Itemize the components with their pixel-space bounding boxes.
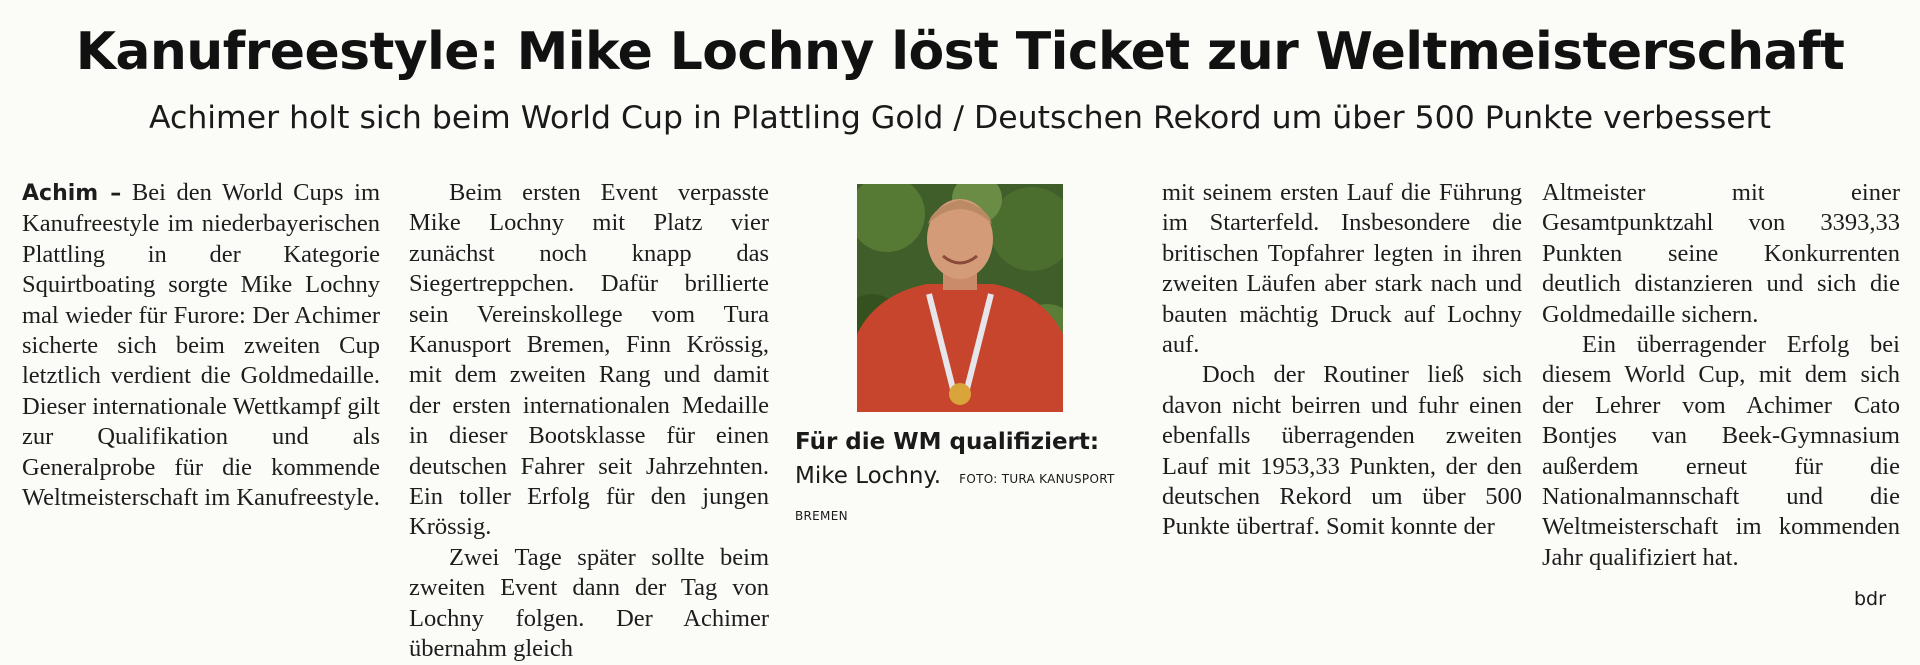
column-4 <box>1162 178 1522 543</box>
paragraph-5: Doch der Routiner ließ sich davon nicht beirren und fuhr einen ebenfalls überragenden zweiten Lauf mit 1953,33 Punkten, der den deutschen Rekord um über 500 Punkte übertraf. Somit konnte der <box>1162 361 1522 541</box>
article-photo <box>857 184 1063 412</box>
dateline: Achim – <box>22 181 122 206</box>
column-1 <box>22 178 380 513</box>
column-5 <box>1542 178 1900 573</box>
author-initials: bdr <box>1854 588 1886 610</box>
paragraph-7: Ein überragender Erfolg bei diesem World Cup, mit dem sich der Lehrer vom Achimer Cato Bontjes van Beek-Gymnasium außerdem erneut für die Nationalmannschaft und die Weltmeisterschaft im kommenden Jahr qualifiziert hat. <box>1542 331 1900 571</box>
portrait-image <box>857 184 1063 412</box>
caption-text: Mike Lochny. <box>795 463 942 489</box>
photo-credit: FOTO: TURA KANUSPORT BREMEN <box>795 472 1115 523</box>
article-subheadline: Achimer holt sich beim World Cup in Plattling Gold / Deutschen Rekord um über 500 Punkte verbessert <box>149 100 1771 136</box>
article-headline: Kanufreestyle: Mike Lochny löst Ticket zur Weltmeisterschaft <box>75 22 1845 82</box>
caption-lead: Für die WM qualifiziert: <box>795 429 1100 455</box>
paragraph-2: Beim ersten Event verpasste Mike Lochny mit Platz vier zunächst noch knapp das Siegertreppchen. Dafür brillierte sein Vereinskollege vom Tura Kanusport Bremen, Finn Krössig, mit dem zweiten Rang und damit der ersten internationalen Medaille in dieser Bootsklasse für einen deutschen Fahrer seit Jahrzehnten. Ein toller Erfolg für den jungen Krössig. <box>409 179 769 541</box>
photo-caption <box>795 425 1145 533</box>
paragraph-3: Zwei Tage später sollte beim zweiten Event dann der Tag von Lochny folgen. Der Achimer übernahm gleich <box>409 543 769 663</box>
paragraph-4: mit seinem ersten Lauf die Führung im Starterfeld. Insbesondere die britischen Topfahrer legten in ihren zweiten Läufen aber stark nach und bauten mächtig Druck auf Lochny auf. <box>1162 179 1522 359</box>
paragraph-1: Achim – Bei den World Cups im Kanufreestyle im niederbayerischen Plattling in der Kategorie Squirtboating sorgte Mike Lochny mal wieder für Furore: Der Achimer sicherte sich beim zweiten Cup letztlich verdient die Goldmedaille. Dieser internationale Wettkampf gilt zur Qualifikation und als Generalprobe für die kommende Weltmeisterschaft im Kanufreestyle. <box>22 179 380 512</box>
paragraph-6: Altmeister mit einer Gesamtpunktzahl von 3393,33 Punkten seine Konkurrenten deutlich distanzieren und sich die Goldmedaille sichern. <box>1542 179 1900 328</box>
column-2 <box>409 178 769 665</box>
